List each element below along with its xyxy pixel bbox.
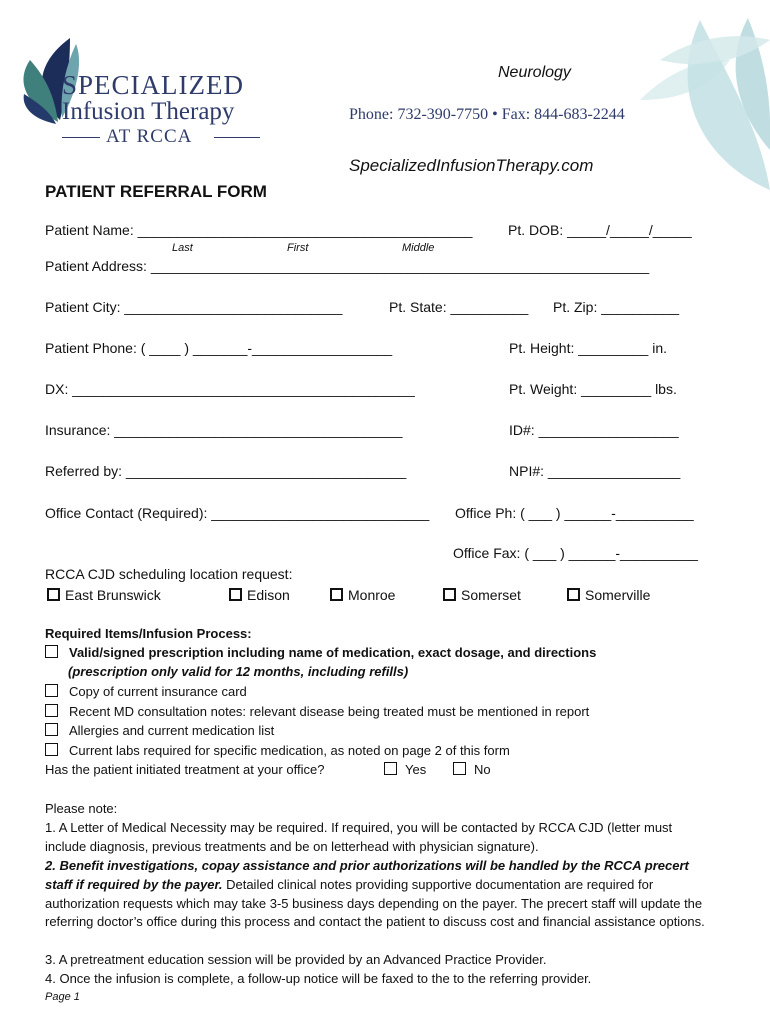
note-1: 1. A Letter of Medical Necessity may be required. If required, you will be contacted by RCCA CJD (letter must include diagnosis, previous treatments and be on letterhead with physician signature). bbox=[45, 820, 673, 854]
note-3: 3. A pretreatment education session will be provided by an Advanced Practice Provider. bbox=[45, 952, 547, 967]
website: SpecializedInfusionTherapy.com bbox=[349, 156, 594, 175]
location-edison[interactable]: Edison bbox=[229, 587, 290, 603]
checkbox-icon[interactable] bbox=[229, 588, 242, 601]
checkbox-icon[interactable] bbox=[45, 723, 58, 736]
note-2 bbox=[45, 857, 710, 932]
location-somerville[interactable]: Somerville bbox=[567, 587, 650, 603]
phone-field[interactable]: Patient Phone: ( ____ ) _______-__________________ bbox=[45, 340, 393, 356]
location-request-label: RCCA CJD scheduling location request: bbox=[45, 566, 293, 582]
note-2-emphasis: 2. Benefit investigations, copay assistance and prior authorizations will be handled by the RCCA precert staff if required by the payer. bbox=[45, 858, 689, 892]
phone-fax: Phone: 732-390-7750 • Fax: 844-683-2244 bbox=[349, 106, 625, 123]
checkbox-icon[interactable] bbox=[384, 762, 397, 775]
page-number: Page 1 bbox=[45, 991, 80, 1003]
checkbox-icon[interactable] bbox=[330, 588, 343, 601]
required-item-allergies[interactable]: Allergies and current medication list bbox=[45, 723, 274, 738]
location-east-brunswick[interactable]: East Brunswick bbox=[47, 587, 161, 603]
note-2-text: Detailed clinical notes providing supportive documentation are required for authorization requests which may take 3-5 business days depending on the payer. The precert staff will update the referring doctor’s office during this process and contact the patient to discuss cost and financial assistance options. bbox=[45, 876, 705, 930]
dob-field[interactable]: Pt. DOB: _____/_____/_____ bbox=[508, 222, 692, 238]
office-phone-field[interactable]: Office Ph: ( ___ ) ______-__________ bbox=[455, 505, 694, 521]
logo-rule-left bbox=[62, 137, 100, 138]
state-field[interactable]: Pt. State: __________ bbox=[389, 299, 529, 315]
dx-field[interactable]: DX: ____________________________________________ bbox=[45, 381, 415, 397]
treatment-yes[interactable]: Yes bbox=[384, 762, 426, 777]
address-field[interactable]: Patient Address: ________________________________________________________________ bbox=[45, 258, 650, 274]
office-contact-field[interactable]: Office Contact (Required): ____________________________ bbox=[45, 505, 430, 521]
name-middle-label: Middle bbox=[402, 242, 435, 254]
checkbox-icon[interactable] bbox=[47, 588, 60, 601]
location-somerset[interactable]: Somerset bbox=[443, 587, 521, 603]
logo-rule-right bbox=[214, 137, 260, 138]
required-heading: Required Items/Infusion Process: bbox=[45, 626, 252, 641]
name-first-label: First bbox=[287, 242, 309, 254]
logo-at-rcca: AT RCCA bbox=[106, 126, 193, 147]
checkbox-icon[interactable] bbox=[567, 588, 580, 601]
height-field[interactable]: Pt. Height: _________ in. bbox=[509, 340, 668, 356]
notes-heading: Please note: bbox=[45, 801, 118, 816]
treatment-question: Has the patient initiated treatment at your office? bbox=[45, 762, 325, 777]
name-last-label: Last bbox=[172, 242, 193, 254]
weight-field[interactable]: Pt. Weight: _________ lbs. bbox=[509, 381, 677, 397]
treatment-no[interactable]: No bbox=[453, 762, 491, 777]
npi-field[interactable]: NPI#: _________________ bbox=[509, 463, 681, 479]
logo-infusion-therapy: Infusion Therapy bbox=[62, 98, 235, 125]
checkbox-icon[interactable] bbox=[453, 762, 466, 775]
required-item-labs[interactable]: Current labs required for specific medication, as noted on page 2 of this form bbox=[45, 743, 510, 758]
location-monroe[interactable]: Monroe bbox=[330, 587, 395, 603]
corner-leaf-icon bbox=[640, 18, 770, 190]
form-title: PATIENT REFERRAL FORM bbox=[45, 182, 267, 201]
checkbox-icon[interactable] bbox=[45, 743, 58, 756]
referred-by-field[interactable]: Referred by: ____________________________________ bbox=[45, 463, 407, 479]
checkbox-icon[interactable] bbox=[45, 704, 58, 717]
required-item-insurance[interactable]: Copy of current insurance card bbox=[45, 684, 247, 699]
zip-field[interactable]: Pt. Zip: __________ bbox=[553, 299, 680, 315]
insurance-field[interactable]: Insurance: _____________________________________ bbox=[45, 422, 403, 438]
checkbox-icon[interactable] bbox=[443, 588, 456, 601]
department-label: Neurology bbox=[498, 64, 571, 81]
required-item-consultation[interactable]: Recent MD consultation notes: relevant disease being treated must be mentioned in report bbox=[45, 704, 589, 719]
prescription-note: (prescription only valid for 12 months, including refills) bbox=[68, 664, 409, 679]
id-field[interactable]: ID#: __________________ bbox=[509, 422, 679, 438]
city-field[interactable]: Patient City: ____________________________ bbox=[45, 299, 343, 315]
office-fax-field[interactable]: Office Fax: ( ___ ) ______-__________ bbox=[453, 545, 698, 561]
checkbox-icon[interactable] bbox=[45, 645, 58, 658]
patient-name-field[interactable]: Patient Name: ___________________________________________ bbox=[45, 222, 473, 238]
checkbox-icon[interactable] bbox=[45, 684, 58, 697]
logo-specialized: SPECIALIZED bbox=[62, 70, 244, 100]
note-4: 4. Once the infusion is complete, a follow-up notice will be faxed to the to the referring provider. bbox=[45, 971, 592, 986]
required-item-prescription[interactable]: Valid/signed prescription including name of medication, exact dosage, and directions bbox=[45, 645, 596, 660]
